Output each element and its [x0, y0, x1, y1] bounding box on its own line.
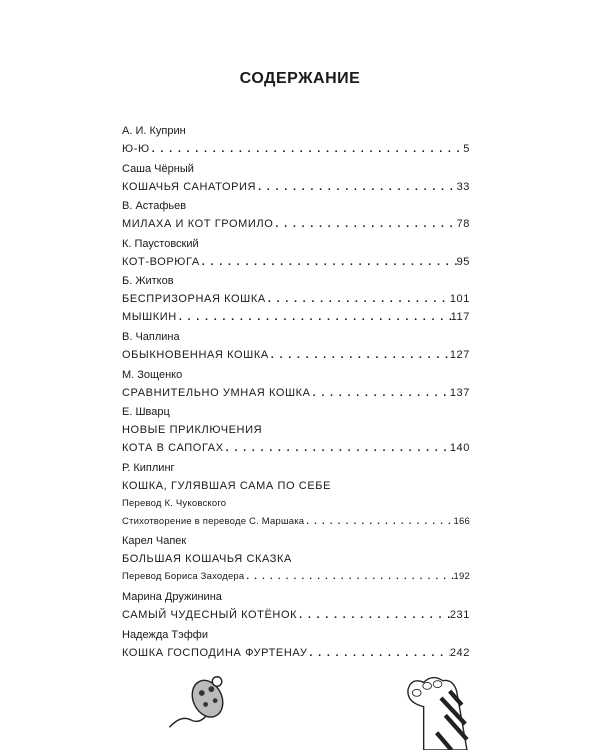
toc-entry [122, 459, 470, 531]
dot-leader [244, 568, 453, 586]
work-title-line [122, 439, 470, 457]
toc-entry [122, 626, 470, 662]
toc-entry [122, 272, 470, 326]
work-title-line [122, 308, 470, 326]
page-number: 101 [449, 293, 470, 306]
page-number: 33 [456, 180, 470, 193]
author-name: Карел Чапек [122, 535, 187, 548]
work-title-line [122, 421, 470, 439]
work-title: КОШАЧЬЯ САНАТОРИЯ [122, 180, 257, 193]
work-title-line [122, 606, 470, 624]
work-title: НОВЫЕ ПРИКЛЮЧЕНИЯ [122, 424, 263, 437]
toc-entry [122, 197, 470, 233]
work-title: Перевод Бориса Заходера [122, 571, 245, 583]
author-name: В. Чаплина [122, 330, 180, 343]
work-title-line [122, 290, 470, 308]
page-number: 140 [449, 442, 470, 455]
mouse-illustration-icon [160, 672, 235, 734]
author-name: Саша Чёрный [122, 162, 194, 175]
table-of-contents [122, 122, 470, 663]
work-title: СРАВНИТЕЛЬНО УМНАЯ КОШКА [122, 386, 311, 399]
work-title-line [122, 253, 470, 271]
work-title-line [122, 178, 470, 196]
work-title-line [122, 550, 470, 568]
dot-leader [224, 439, 450, 457]
author-name: Марина Дружинина [122, 590, 222, 603]
dot-leader [256, 178, 456, 196]
work-title-line [122, 384, 470, 402]
dot-leader [269, 346, 450, 364]
page-number: 166 [453, 515, 470, 527]
page-number: 231 [449, 608, 470, 621]
work-title: Стихотворение в переводе С. Маршака [122, 515, 305, 527]
work-title: КОШКА, ГУЛЯВШАЯ САМА ПО СЕБЕ [122, 479, 332, 492]
work-title: КОШКА ГОСПОДИНА ФУРТЕНАУ [122, 646, 308, 659]
toc-entry [122, 235, 470, 271]
author-name: М. Зощенко [122, 368, 183, 381]
work-title-line [122, 215, 470, 233]
dot-leader [177, 308, 451, 326]
work-title: Перевод К. Чуковского [122, 497, 227, 509]
toc-entry [122, 366, 470, 402]
page-number: 5 [463, 143, 470, 155]
work-title-line [122, 644, 470, 662]
toc-entry [122, 328, 470, 364]
work-title-line [122, 346, 470, 364]
author-name: К. Паустовский [122, 237, 199, 250]
work-title-line [122, 140, 470, 158]
work-title: МИЛАХА И КОТ ГРОМИЛО [122, 218, 274, 231]
work-title: САМЫЙ ЧУДЕСНЫЙ КОТЁНОК [122, 608, 298, 621]
author-name: Р. Киплинг [122, 461, 175, 474]
page-title: СОДЕРЖАНИЕ [239, 70, 361, 87]
toc-entry [122, 588, 470, 624]
page-number: 117 [450, 311, 470, 324]
dot-leader [273, 215, 456, 233]
dot-leader [150, 140, 464, 158]
work-title: КОТ-ВОРЮГА [122, 255, 200, 268]
work-title: КОТА В САПОГАХ [122, 442, 224, 455]
page-number: 137 [449, 386, 470, 399]
work-title: МЫШКИН [122, 311, 177, 324]
page-number: 192 [453, 571, 470, 583]
cat-paw-illustration-icon [392, 672, 477, 750]
work-title: Ю-Ю [122, 143, 150, 155]
toc-entry [122, 403, 470, 457]
dot-leader [307, 644, 449, 662]
author-name: Надежда Тэффи [122, 628, 209, 641]
toc-entry [122, 532, 470, 586]
page-number: 242 [449, 646, 470, 659]
page-number: 127 [449, 348, 470, 361]
toc-entry [122, 122, 470, 158]
translation-line [122, 568, 470, 586]
work-title-line [122, 477, 470, 495]
dot-leader [304, 513, 453, 531]
author-name: А. И. Куприн [122, 125, 186, 137]
work-title: БЕСПРИЗОРНАЯ КОШКА [122, 293, 266, 306]
dot-leader [266, 290, 450, 308]
translation-line [122, 513, 470, 531]
dot-leader [200, 253, 457, 271]
author-name: Б. Житков [122, 275, 174, 288]
dot-leader [311, 384, 450, 402]
author-name: Е. Шварц [122, 406, 170, 419]
page-number: 78 [456, 218, 470, 231]
translation-line [122, 495, 470, 513]
work-title: ОБЫКНОВЕННАЯ КОШКА [122, 348, 269, 361]
dot-leader [297, 606, 450, 624]
work-title: БОЛЬШАЯ КОШАЧЬЯ СКАЗКА [122, 553, 292, 566]
page-number: 95 [456, 255, 470, 268]
author-name: В. Астафьев [122, 200, 187, 213]
toc-entry [122, 160, 470, 196]
